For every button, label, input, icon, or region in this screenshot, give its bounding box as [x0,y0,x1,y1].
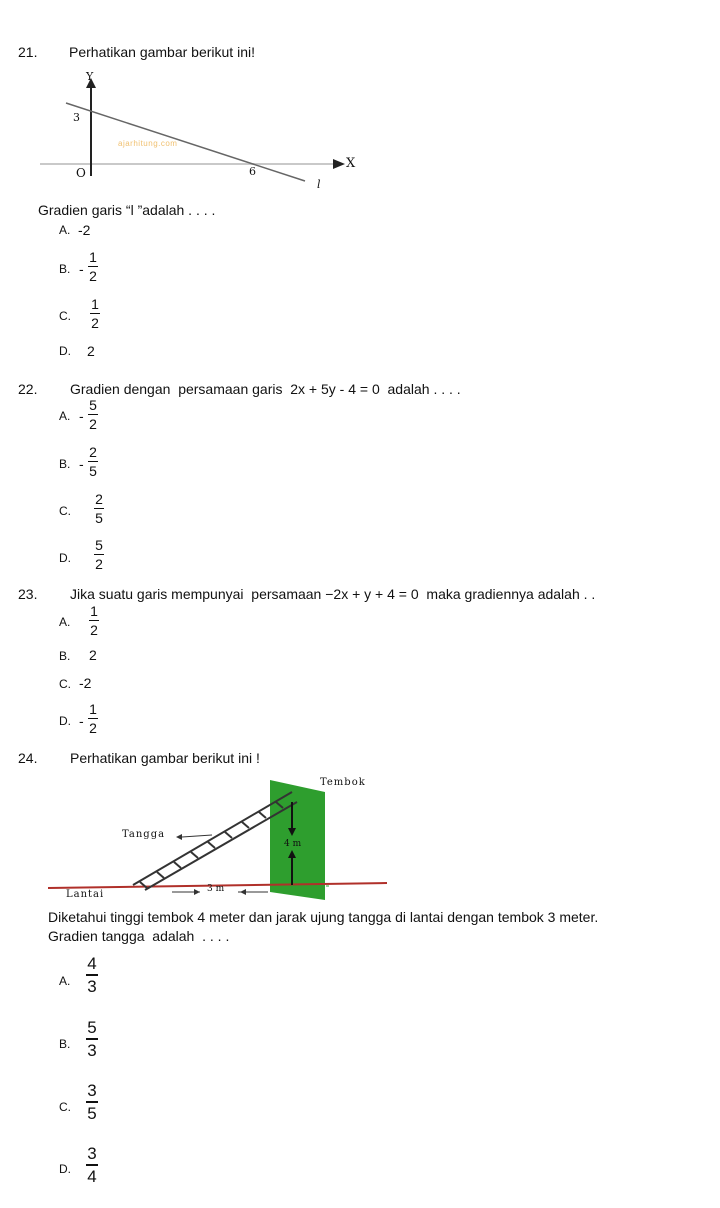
ladder-rungs [140,802,283,888]
y-axis-label: Y [86,70,94,83]
fraction-bar [89,620,99,621]
q21-option-a-letter: A. [59,223,71,237]
q22-option-b-fraction [88,445,98,478]
q23-option-c-value: -2 [79,675,92,691]
wall-label: Tembok [320,777,366,788]
q22-option-b-sign: - [79,456,84,472]
x-axis-label: X [346,156,356,171]
q21-figure [0,60,380,200]
fraction-denominator: 2 [95,556,103,573]
line-l [66,103,305,181]
fraction-numerator: 3 [87,1081,97,1100]
q22-option-d-fraction [94,538,104,571]
fraction-bar [90,313,100,314]
origin-label: O [76,166,86,180]
fraction-bar [86,974,98,976]
q24-question-line1: Diketahui tinggi tembok 4 meter dan jarak ujung tangga di lantai dengan tembok 3 meter. [48,909,599,925]
arrow-left-icon [240,889,246,895]
q24-option-d-letter: D. [59,1162,71,1176]
q23-option-b-value: 2 [89,647,97,663]
q24-option-c-letter: C. [59,1100,71,1114]
q24-option-d-fraction [86,1145,98,1185]
q24-prompt: Perhatikan gambar berikut ini ! [70,750,260,766]
q21-option-c-letter: C. [59,309,71,323]
q22-option-d-letter: D. [59,551,71,565]
fraction-numerator: 1 [89,249,97,265]
ladder-label: Tangga [122,829,166,840]
fraction-denominator: 5 [89,463,97,480]
line-l-label: l [317,178,321,191]
q23-option-b-letter: B. [59,649,71,663]
x-intercept-label: 6 [249,165,256,178]
q24-option-b-fraction [86,1019,98,1059]
y-intercept-label: 3 [73,111,80,124]
fraction-bar [86,1164,98,1166]
q21-option-a-value: -2 [78,222,91,238]
arrow-right-icon [194,889,200,895]
q21-question: Gradien garis “l ”adalah . . . . [38,202,216,218]
q22-option-a-letter: A. [59,409,71,423]
fraction-bar [88,461,98,462]
q21-option-c-fraction [90,297,100,330]
fraction-denominator: 2 [89,416,97,433]
q22-option-b-letter: B. [59,457,71,471]
floor-label: Lantai [66,889,105,900]
fraction-numerator: 3 [87,1144,97,1163]
q24-option-a-letter: A. [59,974,71,988]
q24-question-line2: Gradien tangga adalah . . . . [48,928,230,944]
q21-option-b-sign: - [79,261,84,277]
x-axis-arrow-icon [333,159,345,169]
q23-question: Jika suatu garis mempunyai persamaan −2x + y + 4 = 0 maka gradiennya adalah . . [70,586,596,602]
fraction-bar [94,554,104,555]
fraction-numerator: 1 [90,603,98,619]
q23-number: 23. [18,586,38,602]
q23-option-d-letter: D. [59,714,71,728]
fraction-bar [94,508,104,509]
fraction-denominator: 2 [91,315,99,332]
fraction-numerator: 2 [89,444,97,460]
fraction-denominator: 2 [89,720,97,737]
watermark: ajarhitung.com [118,139,178,148]
q24-option-a-fraction [86,955,98,995]
q22-option-a-fraction [88,398,98,431]
q23-option-d-sign: - [79,713,84,729]
fraction-denominator: 5 [87,1103,97,1123]
fraction-bar [88,266,98,267]
ladder-pointer [182,835,212,837]
q21-number: 21. [18,44,38,60]
q24-number: 24. [18,750,38,766]
q23-option-a-fraction [89,604,99,637]
distance-label: 3 m [207,884,225,894]
q22-question: Gradien dengan persamaan garis 2x + 5y - 4 = 0 adalah . . . . [70,381,461,397]
fraction-numerator: 5 [89,397,97,413]
q22-option-c-fraction [94,492,104,525]
fraction-bar [88,718,98,719]
fraction-bar [88,414,98,415]
fraction-denominator: 3 [87,976,97,996]
fraction-denominator: 4 [87,1166,97,1186]
arrow-left-icon [176,834,182,840]
fraction-numerator: 1 [89,701,97,717]
q24-option-b-letter: B. [59,1037,71,1051]
fraction-numerator: 4 [87,954,97,973]
fraction-bar [86,1038,98,1040]
q21-prompt: Perhatikan gambar berikut ini! [69,44,255,60]
height-label: 4 m [284,839,302,849]
fraction-denominator: 2 [89,268,97,285]
q21-option-b-letter: B. [59,262,71,276]
q21-option-d-value: 2 [87,343,95,359]
fraction-denominator: 5 [95,510,103,527]
q23-option-d-fraction [88,702,98,735]
fraction-numerator: 2 [95,491,103,507]
fraction-denominator: 3 [87,1040,97,1060]
q22-option-a-sign: - [79,408,84,424]
fraction-numerator: 5 [95,537,103,553]
q23-option-a-letter: A. [59,615,71,629]
fraction-denominator: 2 [90,622,98,639]
q23-option-c-letter: C. [59,677,71,691]
q21-option-b-fraction [88,250,98,283]
q24-figure [0,770,400,910]
q21-option-d-letter: D. [59,344,71,358]
q24-option-c-fraction [86,1082,98,1122]
q22-number: 22. [18,381,38,397]
fraction-bar [86,1101,98,1103]
fraction-numerator: 1 [91,296,99,312]
fraction-numerator: 5 [87,1018,97,1037]
q22-option-c-letter: C. [59,504,71,518]
